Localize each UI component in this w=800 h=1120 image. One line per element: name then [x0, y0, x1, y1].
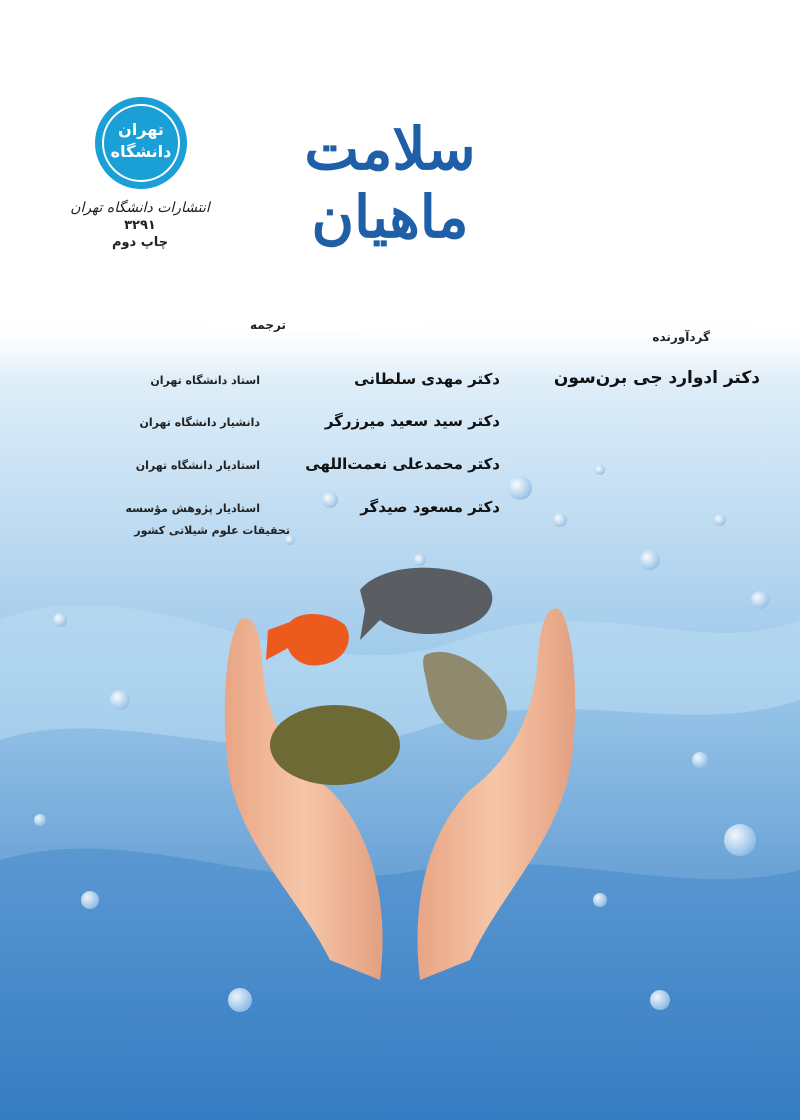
translator-title-line2: تحقیقات علوم شیلاتی کشور: [134, 524, 290, 537]
translator-title: استاد دانشگاه تهران: [150, 374, 260, 387]
translation-label: ترجمه: [250, 318, 286, 332]
svg-text:تهران: تهران: [118, 120, 164, 139]
publisher-block: [60, 200, 220, 250]
editor-label: گردآورنده: [652, 330, 710, 344]
flounder-fish: [270, 705, 400, 785]
translator-title: دانشیار دانشگاه تهران: [139, 416, 260, 429]
book-title: سلامت ماهیان: [304, 115, 476, 251]
edition-label: چاپ دوم: [111, 235, 169, 250]
translator-title: استادیار دانشگاه تهران: [135, 459, 260, 472]
translator-name: دکتر مسعود صیدگر: [360, 498, 500, 516]
editor-name: دکتر ادوارد جی برن‌سون: [553, 368, 760, 388]
publisher-name: انتشارات دانشگاه تهران: [70, 200, 210, 216]
translator-name: دکتر محمدعلی نعمت‌اللهی: [305, 455, 500, 473]
water-wave: [0, 849, 800, 1120]
university-seal-logo: [93, 95, 189, 191]
publication-number: ۳۲۹۱: [124, 218, 156, 233]
translator-name: دکتر مهدی سلطانی: [354, 370, 500, 388]
translator-title: استادیار پژوهش مؤسسه: [125, 502, 260, 515]
translator-name: دکتر سید سعید میرزرگر: [324, 412, 500, 430]
svg-text:دانشگاه: دانشگاه: [110, 142, 172, 161]
